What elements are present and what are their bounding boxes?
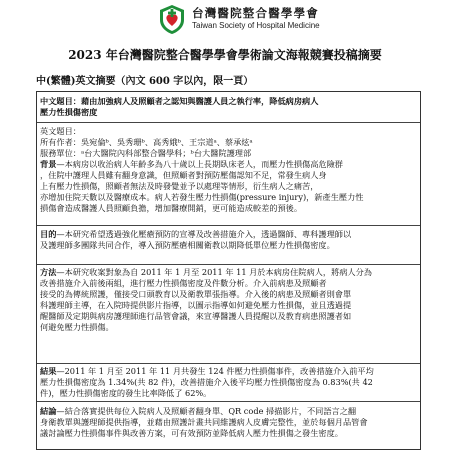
document-title: 2023 年台灣醫院整合醫學學會學術論文海報競賽投稿摘要: [68, 48, 382, 62]
method-line: 醒醫師及定期與病房護理師進行品管會議，來宣導醫護人員提醒以及教育病患照護者如: [40, 311, 352, 321]
result-row: [37, 364, 420, 402]
conclusion-line: 身衛教單與護理師提供指導，並藉由照護計畫共同維護病人皮膚完整性，並於每個月品管會: [40, 417, 368, 427]
authors-label: 所有作者：: [40, 137, 81, 147]
chinese-title-line-2: 壓力性損傷密度: [40, 107, 98, 117]
document-subhead: 中(繁體)英文摘要（內文 600 字以內，限一頁）: [36, 76, 254, 87]
result-line: —2011 年 1 月至 2011 年 11 月共發生 124 件壓力性損傷事件，改善措施介入前平均: [56, 366, 374, 376]
method-line: 接受的為傳統照護，僅接受口頭教育以及衛教單張指導。介入後的病患及照顧者則會單: [40, 289, 352, 299]
method-line: 改善措施介入前後兩組，進行壓力性損傷密度及件數分析。介入前病患及照顧者: [40, 278, 327, 288]
title-label: 中文題目：: [40, 96, 81, 106]
chinese-title-line-1: 藉由加強病人及照顧者之認知與醫護人員之執行率，降低病房病人: [80, 96, 319, 106]
method-line: 何避免壓力性損傷。: [40, 322, 114, 332]
affiliation-label: 服務單位：: [40, 148, 81, 158]
aim-line: 及護理師多團隊共同合作，導入預防壓瘡相關衛教以期降低單位壓力性損傷密度。: [40, 240, 335, 250]
conclusion-line: —結合落實提供每位入院病人及照顧者翻身單、QR code 掃描影片，不同語言之翻: [56, 406, 357, 416]
background-line: 損傷會造成醫護人員照顧負擔，增加醫療開銷，更可能造成較差的預後。: [40, 203, 303, 213]
conclusion-row: [37, 402, 420, 450]
method-row: [37, 265, 420, 364]
background-line: —本病房以收治病人年齡多為八十歲以上長期臥床老人，而壓力性損傷高危險群: [56, 159, 343, 169]
result-label: 結果: [40, 366, 57, 376]
background-line: 上有壓力性損傷，照顧者無法及時發覺並予以處理等情形，衍生病人之痛苦，: [40, 181, 319, 191]
method-line: —本研究收案對象為自 2011 年 1 月至 2011 年 11 月於本病房住院病人，將病人分為: [56, 267, 372, 277]
conclusion-line: 議討論壓力性損傷事件與改善方案，可有效預防並降低病人壓力性損傷之發生密度。: [40, 428, 343, 438]
aim-row: [37, 226, 420, 265]
title-row: [37, 92, 420, 123]
abstract-table: [36, 91, 421, 450]
background-line: ，住院中護理人員雖有翻身意識，但照顧者對預防壓傷認知不足，常發生病人身: [40, 170, 327, 180]
info-row: [37, 123, 420, 226]
conclusion-label: 結論: [40, 406, 57, 416]
method-label: 方法: [40, 267, 57, 277]
result-line: 壓力性損傷密度為 1.34%(共 82 件)，改善措施介入後平均壓力性損傷密度為 0.83%(共 42: [40, 377, 373, 387]
background-line: 亦增加住院天數以及醫療成本。病人若發生壓力性損傷(pressure injury)，新產生壓力性: [40, 192, 364, 202]
english-title-label: 英文題目：: [40, 126, 81, 136]
org-name-english: Taiwan Society of Hospital Medicine: [192, 21, 320, 30]
society-logo-icon: [157, 3, 187, 35]
authors: 吳宛倫ᵇ、吳秀珊ᵇ、高秀娥ᵇ、王宗道ᵃ、蔡承炫ᵃ: [80, 137, 253, 147]
aim-line: —本研究希望透過強化壓瘡預防的宣導及改善措施介入，透過醫師、專科護理師以: [56, 229, 352, 239]
method-line: 科護理師主導，在入院時提供影片指導，以圖示指導如何避免壓力性損傷，並且透過提: [40, 300, 352, 310]
org-name-chinese: 台灣醫院整合醫學學會: [192, 6, 319, 20]
background-label: 背景: [40, 159, 57, 169]
affiliation: ᵃ台大醫院內科部整合醫學科；ᵇ台大醫院護理部: [80, 148, 252, 158]
result-line: 件)，壓力性損傷密度的發生比率降低了 62%。: [40, 388, 212, 398]
aim-label: 目的: [40, 229, 57, 239]
